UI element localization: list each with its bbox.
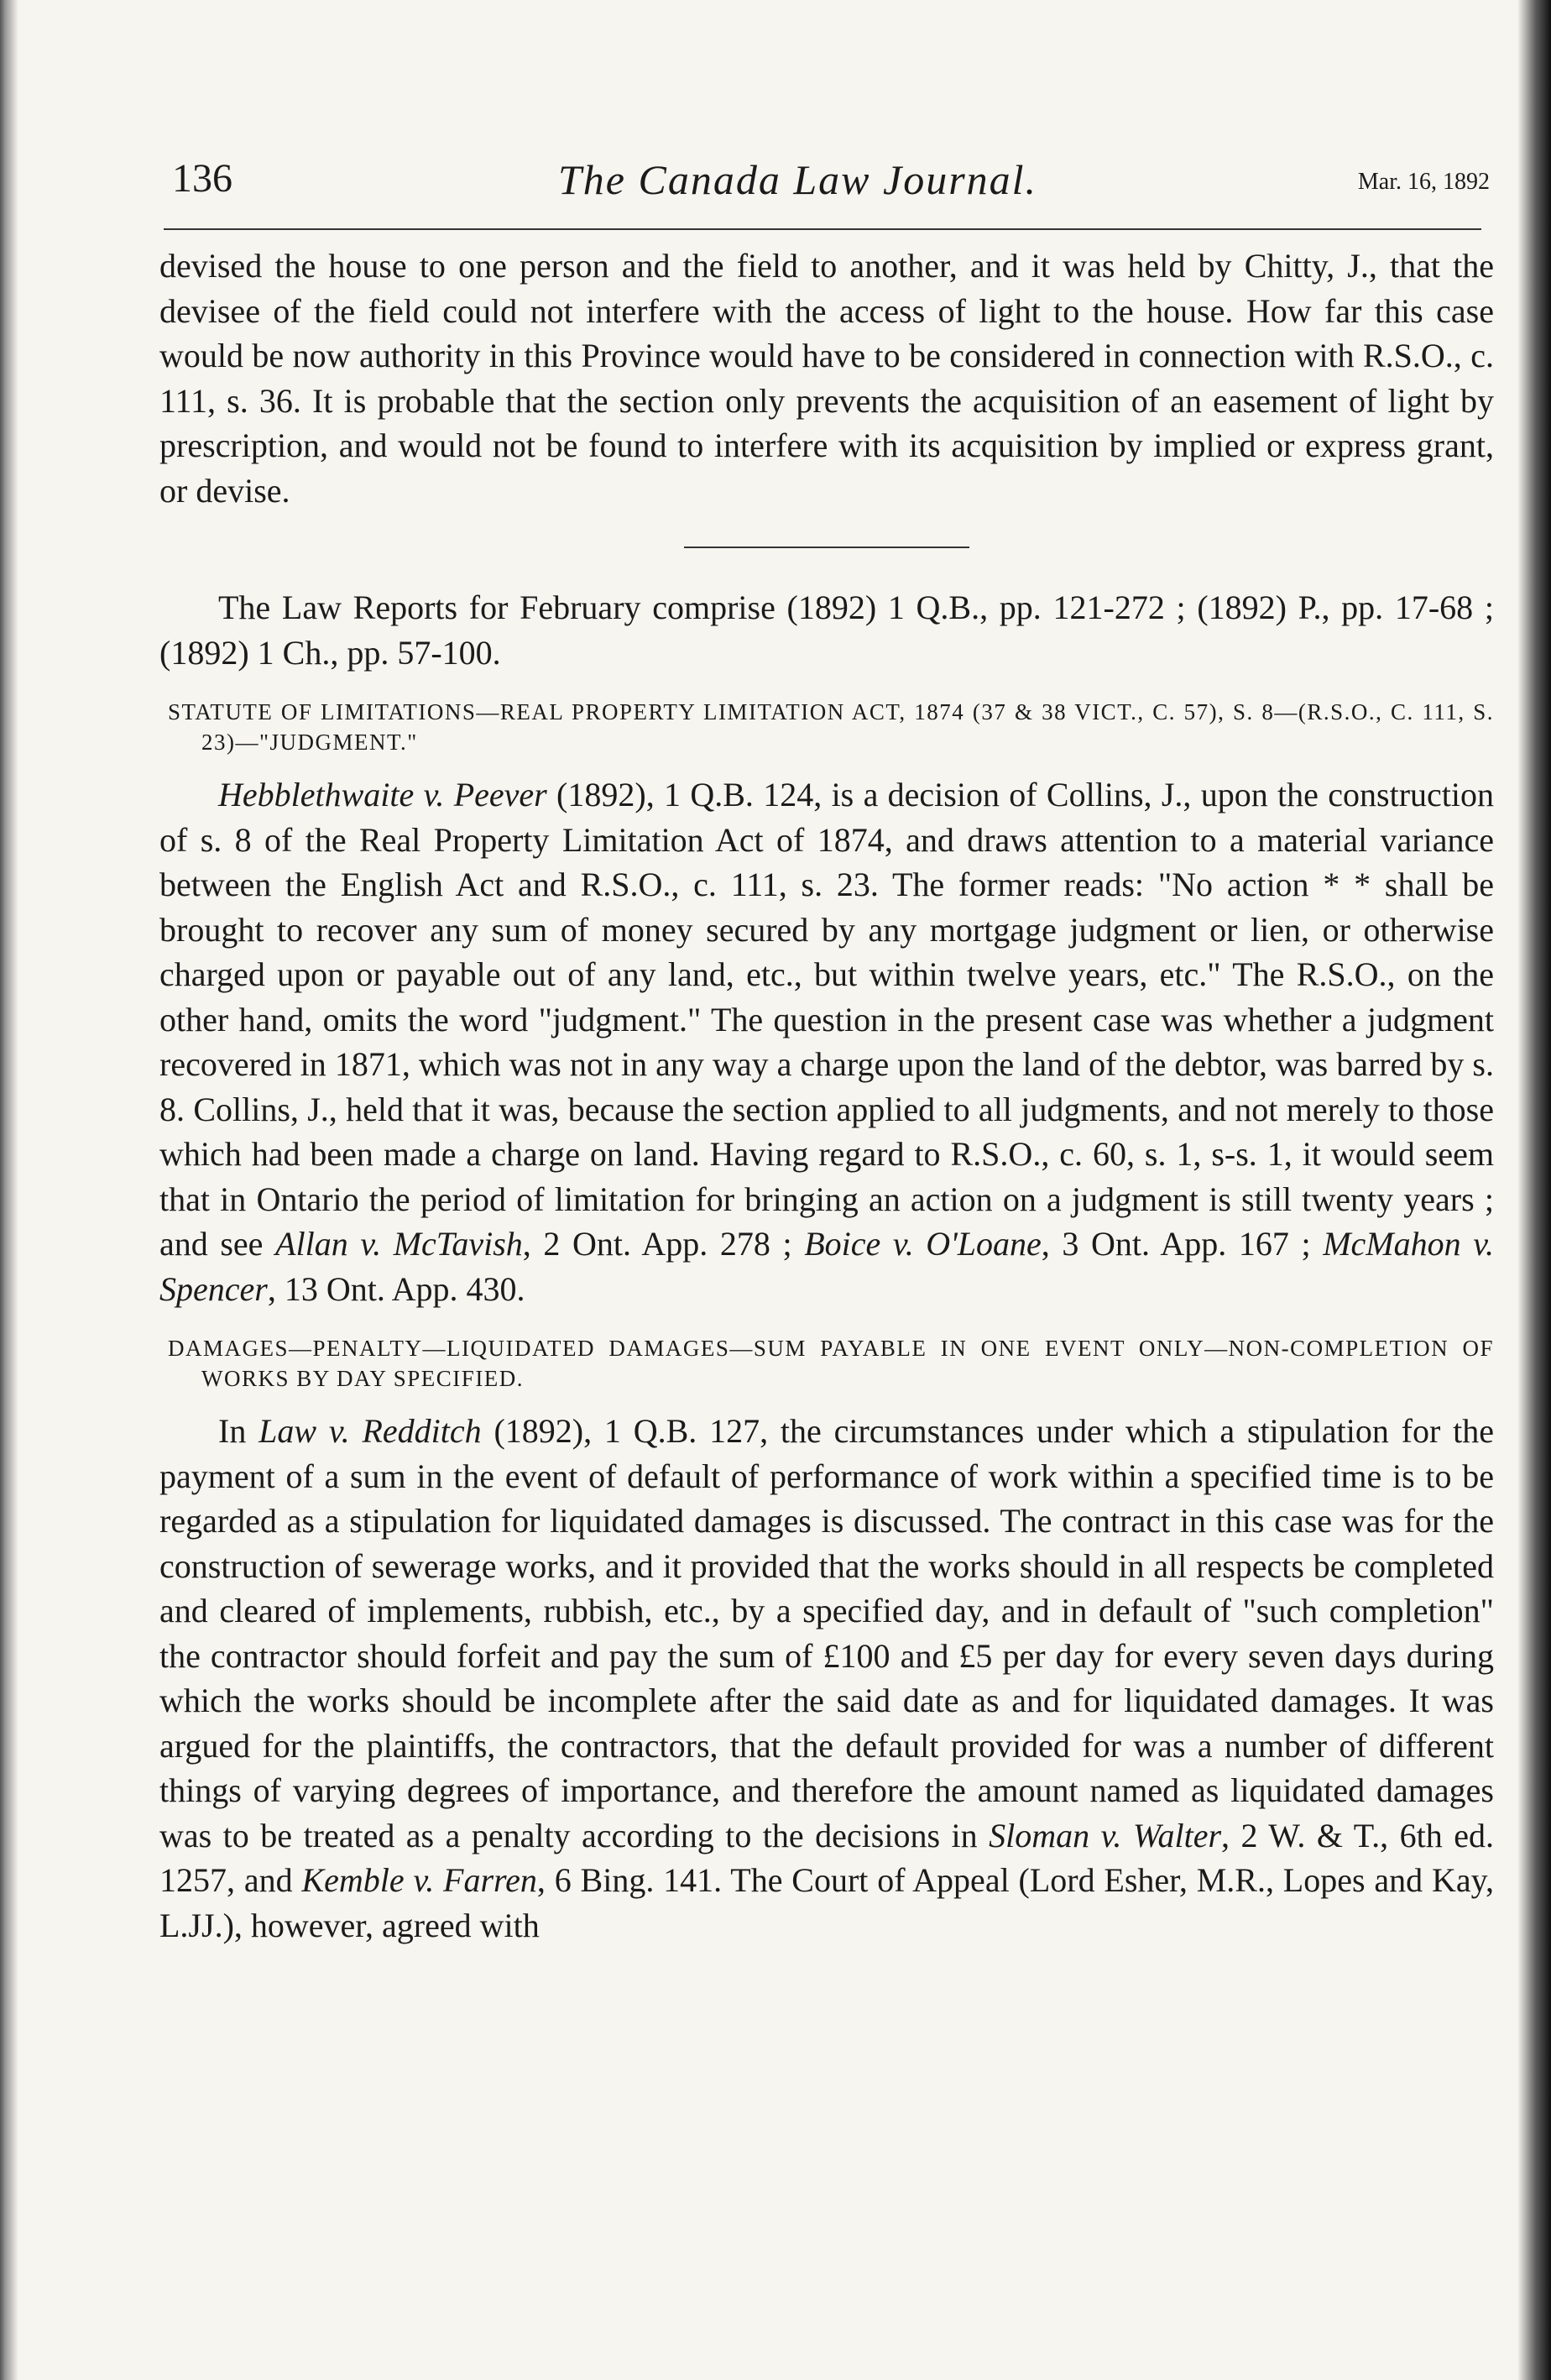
section-paragraph-limitations [159,772,1494,1311]
journal-title: The Canada Law Journal. [558,156,1038,203]
citation-ref: , 3 Ont. App. 167 ; [1041,1225,1324,1263]
law-reports-paragraph: The Law Reports for February comprise (1892) 1 Q.B., pp. 121-272 ; (1892) P., pp. 17-68 ; (1892) 1 Ch., pp. 57-100. [159,588,1494,672]
section-paragraph-damages [159,1409,1494,1948]
citation-name: Allan v. McTavish [275,1225,523,1263]
issue-date: Mar. 16, 1892 [1357,169,1490,195]
citation-name: McMahon v. Spencer [159,1225,1494,1308]
header-rule [164,228,1481,230]
intro-paragraph: devised the house to one person and the field to another, and it was held by Chitty, J., that the devisee of the field could not interfere with the access of light to the house. How far this case would be now authority in this Province would have to be considered in connection with R.S.O., c. 111, s. 36. It is probable that the section only prevents the acquisition of an easement of light by prescription, and would not be found to interfere with its acquisition by implied or express grant, or devise. [159,247,1494,510]
page-number: 136 [172,156,232,201]
section-heading-damages: DAMAGES—PENALTY—LIQUIDATED DAMAGES—SUM PAYABLE IN ONE EVENT ONLY—NON-COMPLETION OF WORKS BY DAY SPECIFIED. [168,1336,1494,1391]
page-left-edge-shadow [0,0,18,2380]
running-header [172,155,1490,214]
paragraph-text: In [218,1412,259,1450]
citation-name: Sloman v. Walter [989,1816,1222,1854]
paragraph-text: (1892), 1 Q.B. 127, the circumstances under which a stipulation for the payment of a sum in the event of default of performance of work within a specified time is to be regarded as a stipulation for liquidated damages is discussed. The contract in this case was for the construction of sewerage works, and it provided that the works should in all respects be completed and cleared of implements, rubbish, etc., by a specified day, and in default of "such completion" the contractor should forfeit and pay the sum of £100 and £5 per day for every seven days during which the works should be incomplete after the said date as and for liquidated damages. It was argued for the plaintiffs, the contractors, that the default provided for was a number of different things of varying degrees of importance, and therefore the amount named as liquidated damages was to be treated as a penalty according to the decisions in [159,1412,1494,1854]
case-name: Hebblethwaite v. Peever [218,776,547,813]
article-body [159,243,1494,1948]
page-right-edge-shadow [1517,0,1551,2380]
paragraph-text: (1892), 1 Q.B. 124, is a decision of Collins, J., upon the construction of s. 8 of the Real Property Limitation Act of 1874, and draws attention to a material variance between the English Act and R.S.O., c. 111, s. 23. The former reads: "No action * * shall be brought to recover any sum of money secured by any mortgage judgment or lien, or otherwise charged upon or payable out of any land, etc., but within twelve years, etc." The R.S.O., on the other hand, omits the word "judgment." The question in the present case was whether a judgment recovered in 1871, which was not in any way a charge upon the land of the debtor, was barred by s. 8. Collins, J., held that it was, because the section applied to all judgments, and not merely to those which had been made a charge on land. Having regard to R.S.O., c. 60, s. 1, s-s. 1, it would seem that in Ontario the period of limitation for bringing an action on a judgment is still twenty years ; and see [159,776,1494,1263]
citation-ref: , 13 Ont. App. 430. [267,1269,525,1308]
citation-name: Boice v. O'Loane [804,1225,1042,1263]
citation-name: Kemble v. Farren [301,1861,537,1899]
citation-ref: , 2 W. & T., 6th ed. 1257, and [159,1816,1494,1899]
case-name: Law v. Redditch [258,1412,482,1450]
section-separator [684,547,969,548]
section-heading-limitations: STATUTE OF LIMITATIONS—REAL PROPERTY LIMITATION ACT, 1874 (37 & 38 VICT., C. 57), S. 8—(R.S.O., C. 111, S. 23)—"JUDGMENT." [168,699,1494,755]
citation-ref: , 2 Ont. App. 278 ; [522,1225,805,1263]
citation-ref: , 6 Bing. 141. The Court of Appeal (Lord Esher, M.R., Lopes and Kay, L.JJ.), however, agreed with [159,1861,1494,1944]
